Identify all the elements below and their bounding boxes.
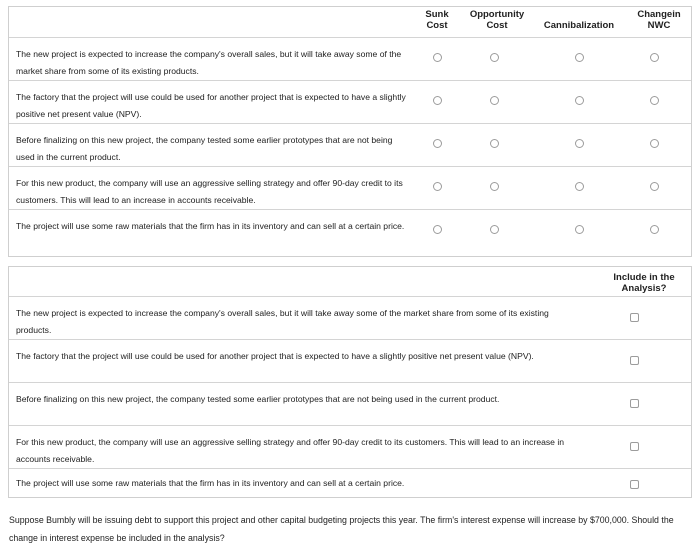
row-question: Before finalizing on this new project, the company tested some earlier prototypes that are not being used in the current product. [16, 135, 393, 162]
row-question: Before finalizing on this new project, the company tested some earlier prototypes that are not being used in the current product. [16, 394, 500, 404]
row-question: The factory that the project will use could be used for another project that is expected to have a slightly positive net present value (NPV). [16, 92, 406, 119]
radio-sunk-cost[interactable] [433, 96, 442, 105]
table-row [9, 468, 691, 498]
row-question: The new project is expected to increase the company's overall sales, but it will take away some of the market share from some of its existing products. [16, 308, 549, 335]
row-question: The project will use some raw materials that the firm has in its inventory and can sell at a certain price. [16, 221, 405, 231]
radio-sunk-cost[interactable] [433, 53, 442, 62]
radio-opportunity-cost[interactable] [490, 53, 499, 62]
radio-opportunity-cost[interactable] [490, 225, 499, 234]
radio-change-in-nwc[interactable] [650, 225, 659, 234]
radio-change-in-nwc[interactable] [650, 182, 659, 191]
table-row [9, 339, 691, 382]
include-checkbox[interactable] [630, 399, 639, 408]
row-question: For this new product, the company will use an aggressive selling strategy and offer 90-day credit to its customers. This will lead to an increase in accounts receivable. [16, 178, 403, 205]
classification-table-header [9, 7, 691, 37]
table-row [9, 296, 691, 339]
radio-cannibalization[interactable] [575, 53, 584, 62]
radio-cannibalization[interactable] [575, 182, 584, 191]
radio-opportunity-cost[interactable] [490, 182, 499, 191]
include-checkbox[interactable] [630, 313, 639, 322]
row-question: For this new product, the company will use an aggressive selling strategy and offer 90-day credit to its customers. This will lead to an increase in accounts receivable. [16, 437, 565, 464]
include-checkbox[interactable] [630, 442, 639, 451]
row-question: The project will use some raw materials that the firm has in its inventory and can sell at a certain price. [16, 478, 405, 488]
table-row [9, 166, 691, 209]
classification-table [8, 6, 692, 257]
col-opportunity-cost: Opportunity Cost [469, 9, 525, 31]
radio-change-in-nwc[interactable] [650, 53, 659, 62]
radio-change-in-nwc[interactable] [650, 96, 659, 105]
include-analysis-table [8, 266, 692, 498]
radio-sunk-cost[interactable] [433, 139, 442, 148]
include-checkbox[interactable] [630, 356, 639, 365]
row-question: The new project is expected to increase the company's overall sales, but it will take away some of the market share from some of its existing products. [16, 49, 402, 76]
col-cannibalization: Cannibalization [543, 20, 615, 31]
radio-change-in-nwc[interactable] [650, 139, 659, 148]
col-sunk-cost: Sunk Cost [425, 9, 449, 31]
table-row [9, 80, 691, 123]
table-row [9, 37, 691, 80]
radio-sunk-cost[interactable] [433, 182, 442, 191]
interest-expense-question: Suppose Bumbly will be issuing debt to support this project and other capital budgeting projects this year. The firm's interest expense will increase by $700,000. Should the change in interest expense be included in the analysis? [9, 515, 674, 543]
col-change-in-nwc: Changein NWC [637, 9, 681, 31]
table-row [9, 382, 691, 425]
table-row [9, 209, 691, 252]
table-row [9, 123, 691, 166]
row-question: The factory that the project will use could be used for another project that is expected to have a slightly positive net present value (NPV). [16, 351, 534, 361]
col-include-in-analysis: Include in the Analysis? [613, 272, 675, 294]
radio-cannibalization[interactable] [575, 96, 584, 105]
radio-opportunity-cost[interactable] [490, 96, 499, 105]
radio-cannibalization[interactable] [575, 225, 584, 234]
table-row [9, 425, 691, 468]
radio-sunk-cost[interactable] [433, 225, 442, 234]
radio-cannibalization[interactable] [575, 139, 584, 148]
radio-opportunity-cost[interactable] [490, 139, 499, 148]
include-checkbox[interactable] [630, 480, 639, 489]
